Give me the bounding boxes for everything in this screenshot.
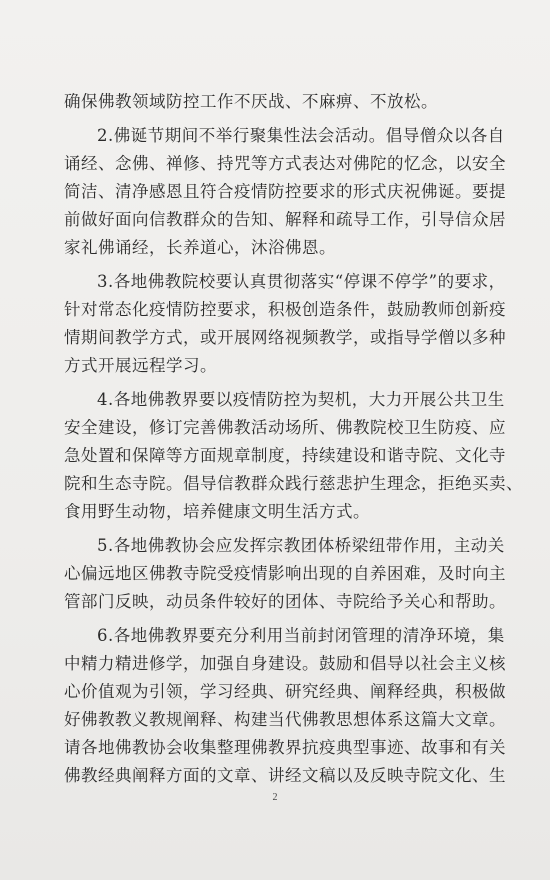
text-line: 中精力精进修学，加强自身建设。鼓励和倡导以社会主义核	[64, 654, 506, 673]
document-body	[64, 88, 523, 790]
paragraph	[64, 386, 523, 526]
text-line: 前做好面向信教群众的告知、解释和疏导工作，引导信众居	[64, 210, 506, 229]
text-line: 3.各地佛教院校要认真贯彻落实“停课不停学”的要求，	[97, 272, 506, 291]
text-line: 6.各地佛教界要充分利用当前封闭管理的清净环境，集	[97, 626, 505, 645]
text-line: 急处置和保障等方面规章制度，持续建设和谐寺院、文化寺	[64, 446, 506, 465]
text-line: 5.各地佛教协会应发挥宗教团体桥梁纽带作用，主动关	[97, 536, 505, 555]
text-line: 情期间教学方式，或开展网络视频教学，或指导学僧以多种	[64, 328, 506, 347]
paragraph	[64, 122, 506, 262]
text-line: 方式开展远程学习。	[64, 356, 217, 375]
text-line: 食用野生动物，培养健康文明生活方式。	[64, 502, 370, 521]
page-number: 2	[272, 792, 278, 803]
text-line: 确保佛教领域防控工作不厌战、不麻痹、不放松。	[64, 92, 438, 111]
text-line: 心偏远地区佛教寺院受疫情影响出现的自养困难，及时向主	[64, 564, 506, 583]
text-line: 佛教经典阐释方面的文章、讲经文稿以及反映寺院文化、生	[64, 766, 506, 785]
text-line: 针对常态化疫情防控要求，积极创造条件，鼓励教师创新疫	[64, 300, 506, 319]
text-line: 好佛教教义教规阐释、构建当代佛教思想体系这篇大文章。	[64, 710, 506, 729]
text-line: 管部门反映，动员条件较好的团体、寺院给予关心和帮助。	[64, 592, 506, 611]
text-line: 4.各地佛教界要以疫情防控为契机，大力开展公共卫生	[97, 390, 505, 409]
text-line: 心价值观为引领，学习经典、研究经典、阐释经典，积极做	[64, 682, 506, 701]
text-line: 家礼佛诵经，长养道心，沐浴佛恩。	[64, 238, 336, 257]
text-line: 诵经、念佛、禅修、持咒等方式表达对佛陀的忆念，以安全	[64, 154, 506, 173]
paragraph	[64, 532, 506, 616]
paragraph	[64, 622, 506, 790]
text-line: 院和生态寺院。倡导信教群众践行慈悲护生理念，拒绝买卖、	[64, 474, 523, 493]
paragraph	[64, 268, 506, 380]
paragraph	[64, 88, 496, 116]
text-line: 简洁、清净感恩且符合疫情防控要求的形式庆祝佛诞。要提	[64, 182, 506, 201]
text-line: 请各地佛教协会收集整理佛教界抗疫典型事迹、故事和有关	[64, 738, 506, 757]
text-line: 安全建设，修订完善佛教活动场所、佛教院校卫生防疫、应	[64, 418, 506, 437]
text-line: 2.佛诞节期间不举行聚集性法会活动。倡导僧众以各自	[97, 126, 505, 145]
